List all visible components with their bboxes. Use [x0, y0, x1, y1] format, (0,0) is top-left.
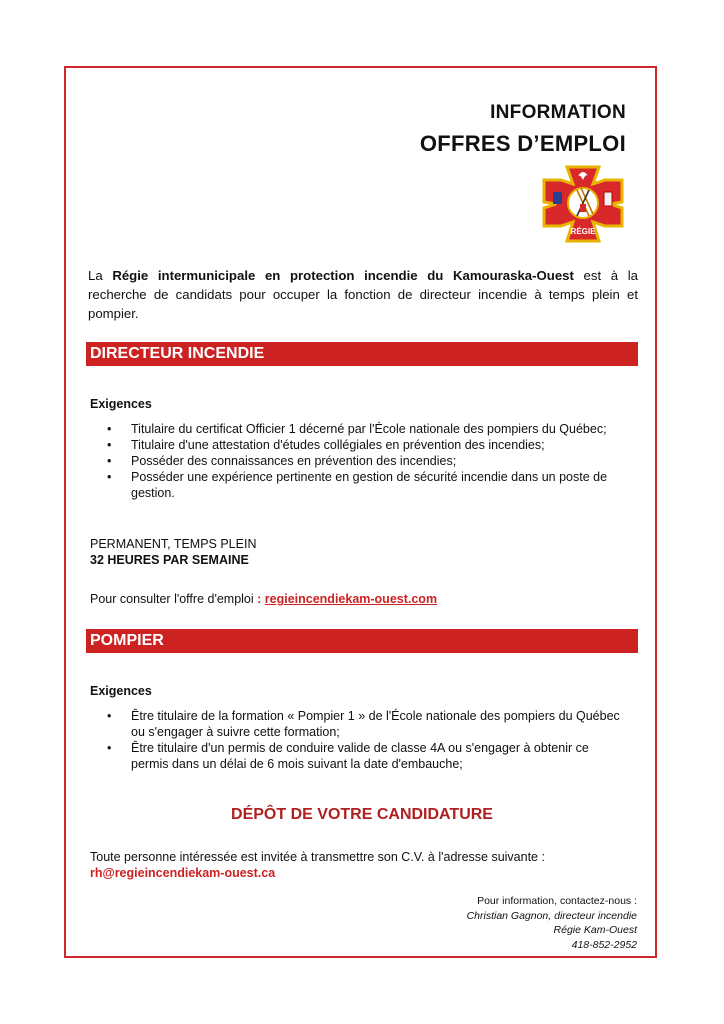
contact-phone: 418-852-2952 [571, 938, 637, 951]
requirement-text: Titulaire d'une attestation d'études collégiales en prévention des incendies; [131, 438, 545, 452]
list-item [90, 421, 620, 437]
fire-department-logo [541, 164, 625, 244]
logo-flag-right [604, 192, 612, 206]
list-item [90, 437, 620, 453]
application-text: Toute personne intéressée est invitée à transmettre son C.V. à l'adresse suivante : [90, 850, 545, 864]
application-heading: DÉPÔT DE VOTRE CANDIDATURE [231, 806, 493, 823]
directeur-requirements-label: Exigences [90, 397, 152, 411]
requirement-text: Posséder une expérience pertinente en gestion de sécurité incendie dans un poste de gestion. [131, 470, 608, 500]
page-title-job-offers: OFFRES D’EMPLOI [419, 131, 626, 156]
list-item [90, 469, 620, 501]
contact-block [380, 894, 637, 952]
requirement-text: Posséder des connaissances en prévention des incendies; [131, 454, 457, 468]
list-item [90, 708, 620, 740]
intro-paragraph [88, 266, 638, 323]
requirement-text: Titulaire du certificat Officier 1 décerné par l'École nationale des pompiers du Québec; [131, 422, 607, 436]
pompier-requirements-list [90, 708, 620, 772]
section-banner-directeur: DIRECTEUR INCENDIE [86, 342, 638, 366]
intro-post: est à la recherche de candidats pour occuper la fonction de directeur incendie à temps plein et pompier. [88, 268, 638, 321]
list-item [90, 453, 620, 469]
logo-text: RÉGIE [570, 227, 596, 236]
requirement-text: Être titulaire d'un permis de conduire valide de classe 4A ou s'engager à obtenir ce permis dans un délai de 6 mois suivant la date d'embauche; [131, 741, 589, 771]
bullet-icon: • [107, 454, 112, 468]
bullet-icon: • [107, 470, 112, 484]
pompier-requirements-label: Exigences [90, 684, 152, 698]
application-email[interactable]: rh@regieincendiekam-ouest.ca [90, 866, 276, 880]
list-item [90, 740, 620, 772]
logo-flag-left [553, 192, 562, 204]
offer-link-separator: : [257, 592, 265, 606]
page-title-information: INFORMATION [490, 102, 626, 123]
contact-intro: Pour information, contactez-nous : [477, 895, 637, 907]
contact-name: Christian Gagnon, directeur incendie [466, 909, 637, 922]
bullet-icon: • [107, 422, 112, 436]
requirement-text: Être titulaire de la formation « Pompier 1 » de l'École nationale des pompiers du Québec ou s'engager à suivre cette formation; [131, 709, 620, 739]
bullet-icon: • [107, 741, 112, 755]
logo-hydrant [580, 204, 586, 212]
contact-organization: Régie Kam-Ouest [553, 924, 637, 936]
bullet-icon: • [107, 438, 112, 452]
bullet-icon: • [107, 709, 112, 723]
offer-link[interactable]: regieincendiekam-ouest.com [264, 592, 438, 606]
offer-link-prefix: Pour consulter l'offre d'emploi [90, 592, 258, 606]
offer-link-line [90, 592, 437, 606]
job-hours: 32 HEURES PAR SEMAINE [90, 553, 249, 567]
directeur-requirements-list [90, 421, 620, 501]
job-status: PERMANENT, TEMPS PLEIN [90, 537, 257, 551]
intro-pre: La [88, 268, 113, 283]
section-banner-pompier: POMPIER [86, 629, 638, 653]
intro-organization: Régie intermunicipale en protection incendie du Kamouraska-Ouest [112, 268, 574, 283]
